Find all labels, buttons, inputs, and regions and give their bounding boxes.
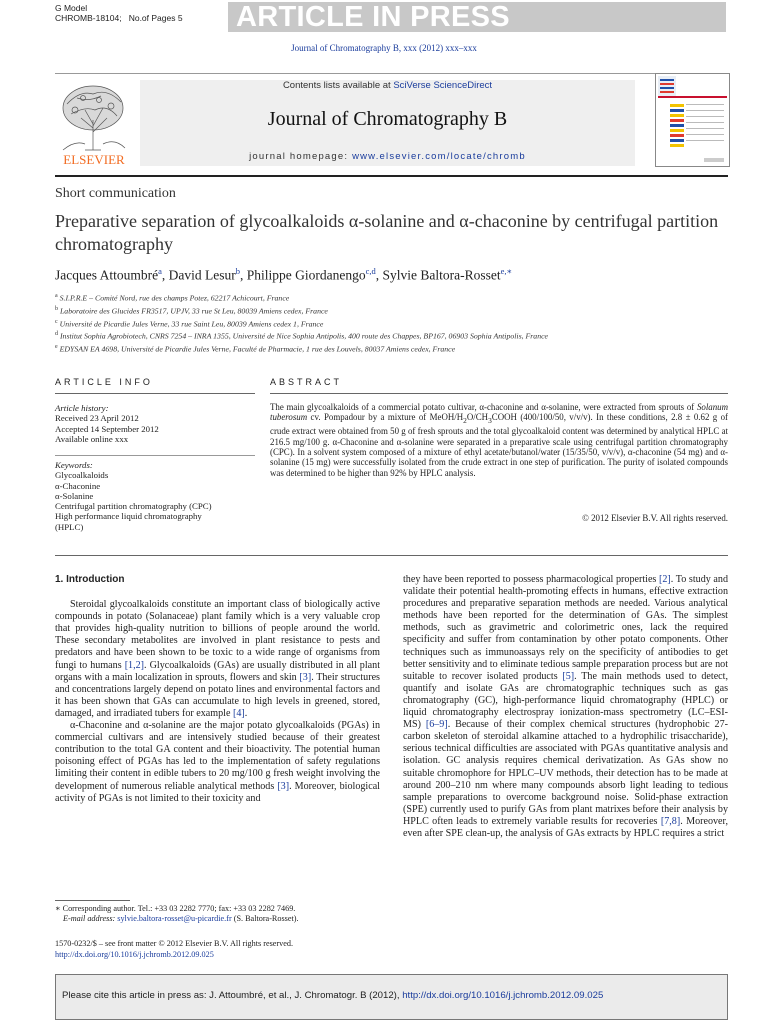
keyword: Centrifugal partition chromatography (CPC) — [55, 501, 212, 512]
body-right-column — [403, 574, 728, 840]
citation-link[interactable]: [2] — [659, 574, 671, 585]
article-info-heading: ARTICLE INFO — [55, 377, 153, 387]
paragraph: α-Chaconine and α-solanine are the major potato glycoalkaloids (PGAs) in commercial cultivars and are intensively studied because of their greatest contribution to the total GA content and their bioactivity. The potential human poisoning effect of PGAs has led to the implementation of safety regulations limiting their content in edible tubers to 20 mg/100 g fresh weight involving the development of numerous reliable analytical methods [3]. Moreover, biological activity of PGAs is not limited to their toxicity and — [55, 720, 380, 804]
citation-link[interactable]: [3] — [277, 780, 290, 792]
section-heading: 1. Introduction — [55, 574, 125, 585]
species-name: Solanum tuberosum — [270, 402, 728, 423]
author-affiliation-mark[interactable]: a — [158, 266, 162, 276]
history-label: Article history: — [55, 403, 109, 413]
citation-link[interactable]: [6–9] — [425, 719, 448, 731]
keyword: (HPLC) — [55, 521, 84, 532]
copyright: © 2012 Elsevier B.V. All rights reserved. — [582, 513, 728, 523]
citation-link[interactable]: [1,2] — [124, 659, 145, 671]
logo-text: ELSEVIER — [63, 152, 125, 166]
article-history — [55, 403, 255, 444]
cite-doi-link[interactable]: http://dx.doi.org/10.1016/j.jchromb.2012.09.025 — [402, 990, 604, 1001]
author-name: Sylvie Baltora-Rosset — [382, 267, 501, 283]
author-name: David Lesur — [168, 267, 236, 283]
author-name: Philippe Giordanengo — [246, 267, 366, 283]
keywords — [55, 460, 255, 532]
author-affiliation-mark[interactable]: c,d — [365, 266, 376, 276]
history-online: Available online xxx — [55, 433, 129, 444]
front-matter — [55, 938, 385, 960]
affiliation: $^b$ Laboratoire des Glucides FR3517, UPJV, 33 rue St Leu, 80039 Amiens cedex, France — [55, 305, 328, 316]
email-link[interactable]: sylvie.baltora-rosset@u-picardie.fr — [117, 914, 232, 924]
history-received: Received 23 April 2012 — [55, 413, 139, 424]
abstract-heading: ABSTRACT — [270, 377, 343, 387]
masthead-bottom-rule — [55, 175, 728, 177]
manuscript-id: CHROMB-18104; — [55, 13, 122, 23]
affiliation: $^a$ S.I.P.R.E – Comité Nord, rue des champs Potez, 62217 Achicourt, France — [55, 293, 290, 303]
citation-link[interactable]: [5] — [562, 670, 575, 682]
keyword: α-Solanine — [55, 490, 94, 501]
abstract-bottom-rule — [55, 555, 728, 556]
author-list — [55, 266, 512, 284]
abstract-rule — [270, 393, 728, 394]
author-affiliation-mark[interactable]: b — [235, 266, 240, 276]
homepage-link[interactable]: www.elsevier.com/locate/chromb — [352, 151, 526, 162]
email-label: E-mail address: — [63, 914, 118, 924]
paragraph: they have been reported to possess pharmacological properties [2]. To study and validate their potential health-promoting effects in humans, effective extraction procedures and preparative separation methods are needed. Various analytical methods have been reported for the determination of GAs. The simplest methods, such as gravimetric and colorimetric ones, lack the required specificity and suffer from contamination by other potato components. Other techniques such as immunoassays rely on the specificity of antibodies to get better sensitivity and to eliminate tedious sample preparation process but are not suitable to recover isolated products [5]. The main methods used to detect, quantify and isolate GAs are chromatographic techniques such as gas chromatography (GC), high-performance liquid chromatography (HPLC) or liquid chromatography electrospray ionization-mass spectrometry (LC–ESI-MS) [6–9]. Because of their complex chemical structures (hydrophobic 27-carbon skeleton of steroidal alkamine attached to a hydrophilic trisaccharide), serious technical difficulties are associated with PGAs quantitative analysis and isolation. GC analysis requires chemical derivatization. As GAs show no suitable chromophore for HPLC–UV methods, their detection has to be made at around 200–210 nm where many compounds absorb light leading to tedious sample preparations to overcome background noise. Solid-phase extraction (SPE) currently used to purify GAs from plant matrixes before their analysis by HPLC often leads to extremely variable results for recoveries [7,8]. Moreover, even after SPE clean-up, the analysis of GAs extracts by HPLC requires a strict — [403, 574, 729, 839]
keywords-label: Keywords: — [55, 460, 93, 470]
keyword: High performance liquid chromatography — [55, 511, 202, 522]
affiliation: $^d$ Institut Sophia Agrobiotech, CNRS 7254 – INRA 1355, Université de Nice Sophia Antipolis, 400 route des Chappes, BP167, 06903 Sophia Antipolis, France — [55, 331, 549, 341]
banner-text: ARTICLE IN PRESS — [236, 1, 510, 33]
article-type: Short communication — [55, 186, 176, 201]
manuscript-info — [55, 3, 183, 23]
citation-link[interactable]: [4] — [232, 707, 245, 719]
keyword: Glycoalkaloids — [55, 470, 109, 481]
page-count: No.of Pages 5 — [128, 13, 183, 23]
doi-link[interactable]: http://dx.doi.org/10.1016/j.jchromb.2012.09.025 — [55, 950, 214, 959]
abstract-text: The main glycoalkaloids of a commercial potato cultivar, α-chaconine and α-solanine, were extracted from sprouts of Solanum tuberosum cv. Pompadour by a mixture of MeOH/$H_2O/CH_3COOH$ (400/100/50, v/v/v). In these conditions, 2.8 ± 0.62 g of crude extract were obtained from 50 g of fresh sprouts and the total glycoalkaloid content was determined by analytical HPLC at 216.5 mg/100 g. α-Chaconine and α-solanine were separated in a preparative scale using centrifugal partition chromatography (CPC). In a solvent system composed of a mixture of ethyl acetate/butanol/water (15/35/50, v/v/v), α-chaconine (54 mg) and α-solanine (15 mg) were successfully isolated from the crude extract in one step of purification. The purity of isolated compounds was determined to be higher than 92% by HPLC analysis. — [270, 402, 728, 478]
affiliations — [55, 291, 735, 355]
cover-image-icon — [656, 74, 729, 166]
author-affiliation-mark[interactable]: e,∗ — [500, 266, 513, 276]
elsevier-logo-icon — [55, 80, 133, 166]
citation-link[interactable]: [3] — [299, 671, 312, 683]
footnote-rule — [55, 900, 130, 901]
cite-text: Please cite this article in press as: J. Attoumbré, et al., J. Chromatogr. B (2012), http://dx.doi.org/10.1016/j.jchromb.2012.09.025 — [62, 990, 604, 1001]
sciencedirect-link[interactable]: SciVerse ScienceDirect — [393, 80, 493, 91]
gmodel-label: G Model — [55, 3, 88, 13]
citation-link[interactable]: [7,8] — [660, 815, 681, 827]
affiliation: $^e$ EDYSAN EA 4698, Université de Picardie Jules Verne, Faculté de Pharmacie, 1 rue des Louvels, 80037 Amiens cedex, France — [55, 344, 456, 354]
contents-line — [140, 80, 635, 91]
body-left-column — [55, 574, 380, 805]
history-accepted: Accepted 14 September 2012 — [55, 423, 159, 434]
author-separator: , — [240, 267, 247, 283]
journal-reference[interactable]: Journal of Chromatography B, xxx (2012) xxx–xxx — [291, 43, 477, 53]
history-rule — [55, 455, 255, 456]
affiliation: $^c$ Université de Picardie Jules Verne, 33 rue Saint Leu, 80039 Amiens cedex 1, France — [55, 318, 324, 329]
homepage-prefix: journal homepage: — [249, 151, 353, 162]
article-in-press-banner — [228, 2, 726, 32]
author-separator: , — [375, 267, 383, 283]
article-info-rule — [55, 393, 255, 394]
journal-cover-thumbnail — [655, 73, 730, 167]
issn-line: 1570-0232/$ – see front matter © 2012 Elsevier B.V. All rights reserved. — [55, 939, 294, 948]
corresponding-author: ∗ Corresponding author. Tel.: +33 03 2282 7770; fax: +33 03 2282 7469. — [55, 904, 296, 913]
author-name: Jacques Attoumbré — [55, 267, 159, 283]
corresponding-author-footnote: ∗ Corresponding author. Tel.: +33 03 2282 7770; fax: +33 03 2282 7469. E-mail address: sylvie.baltora-rosset@u-picardie.fr (S. Baltora-Rosset). — [55, 904, 385, 924]
journal-title: Journal of Chromatography B — [267, 108, 508, 130]
keyword: α-Chaconine — [55, 480, 101, 491]
author-separator: , — [161, 267, 169, 283]
paragraph: Steroidal glycoalkaloids constitute an important class of biologically active compounds in potato (Solanaceae) plant family which is a very valuable crop that provides high-quality nutrition to billions of people around the world. These secondary metabolites are involved in plant resistance to pests and predators and have been shown to be toxic to a wide range of organisms from fungi to humans [1,2]. Glycoalkaloids (GAs) are usually distributed in all plant organs with a main localization in sprouts, flowers and skin [3]. Their structures and concentrations largely depend on potato lines and environmental factors and it has been shown that GAs can accumulate to high levels in greened, stored, damaged, and irradiated tubers for example [4]. — [55, 599, 380, 719]
masthead-top-rule — [55, 73, 728, 74]
contents-prefix: Contents lists available at — [282, 80, 394, 91]
article-title: Preparative separation of glycoalkaloids α-solanine and α-chaconine by centrifugal partition chromatography — [55, 211, 719, 254]
journal-homepage — [140, 151, 635, 162]
